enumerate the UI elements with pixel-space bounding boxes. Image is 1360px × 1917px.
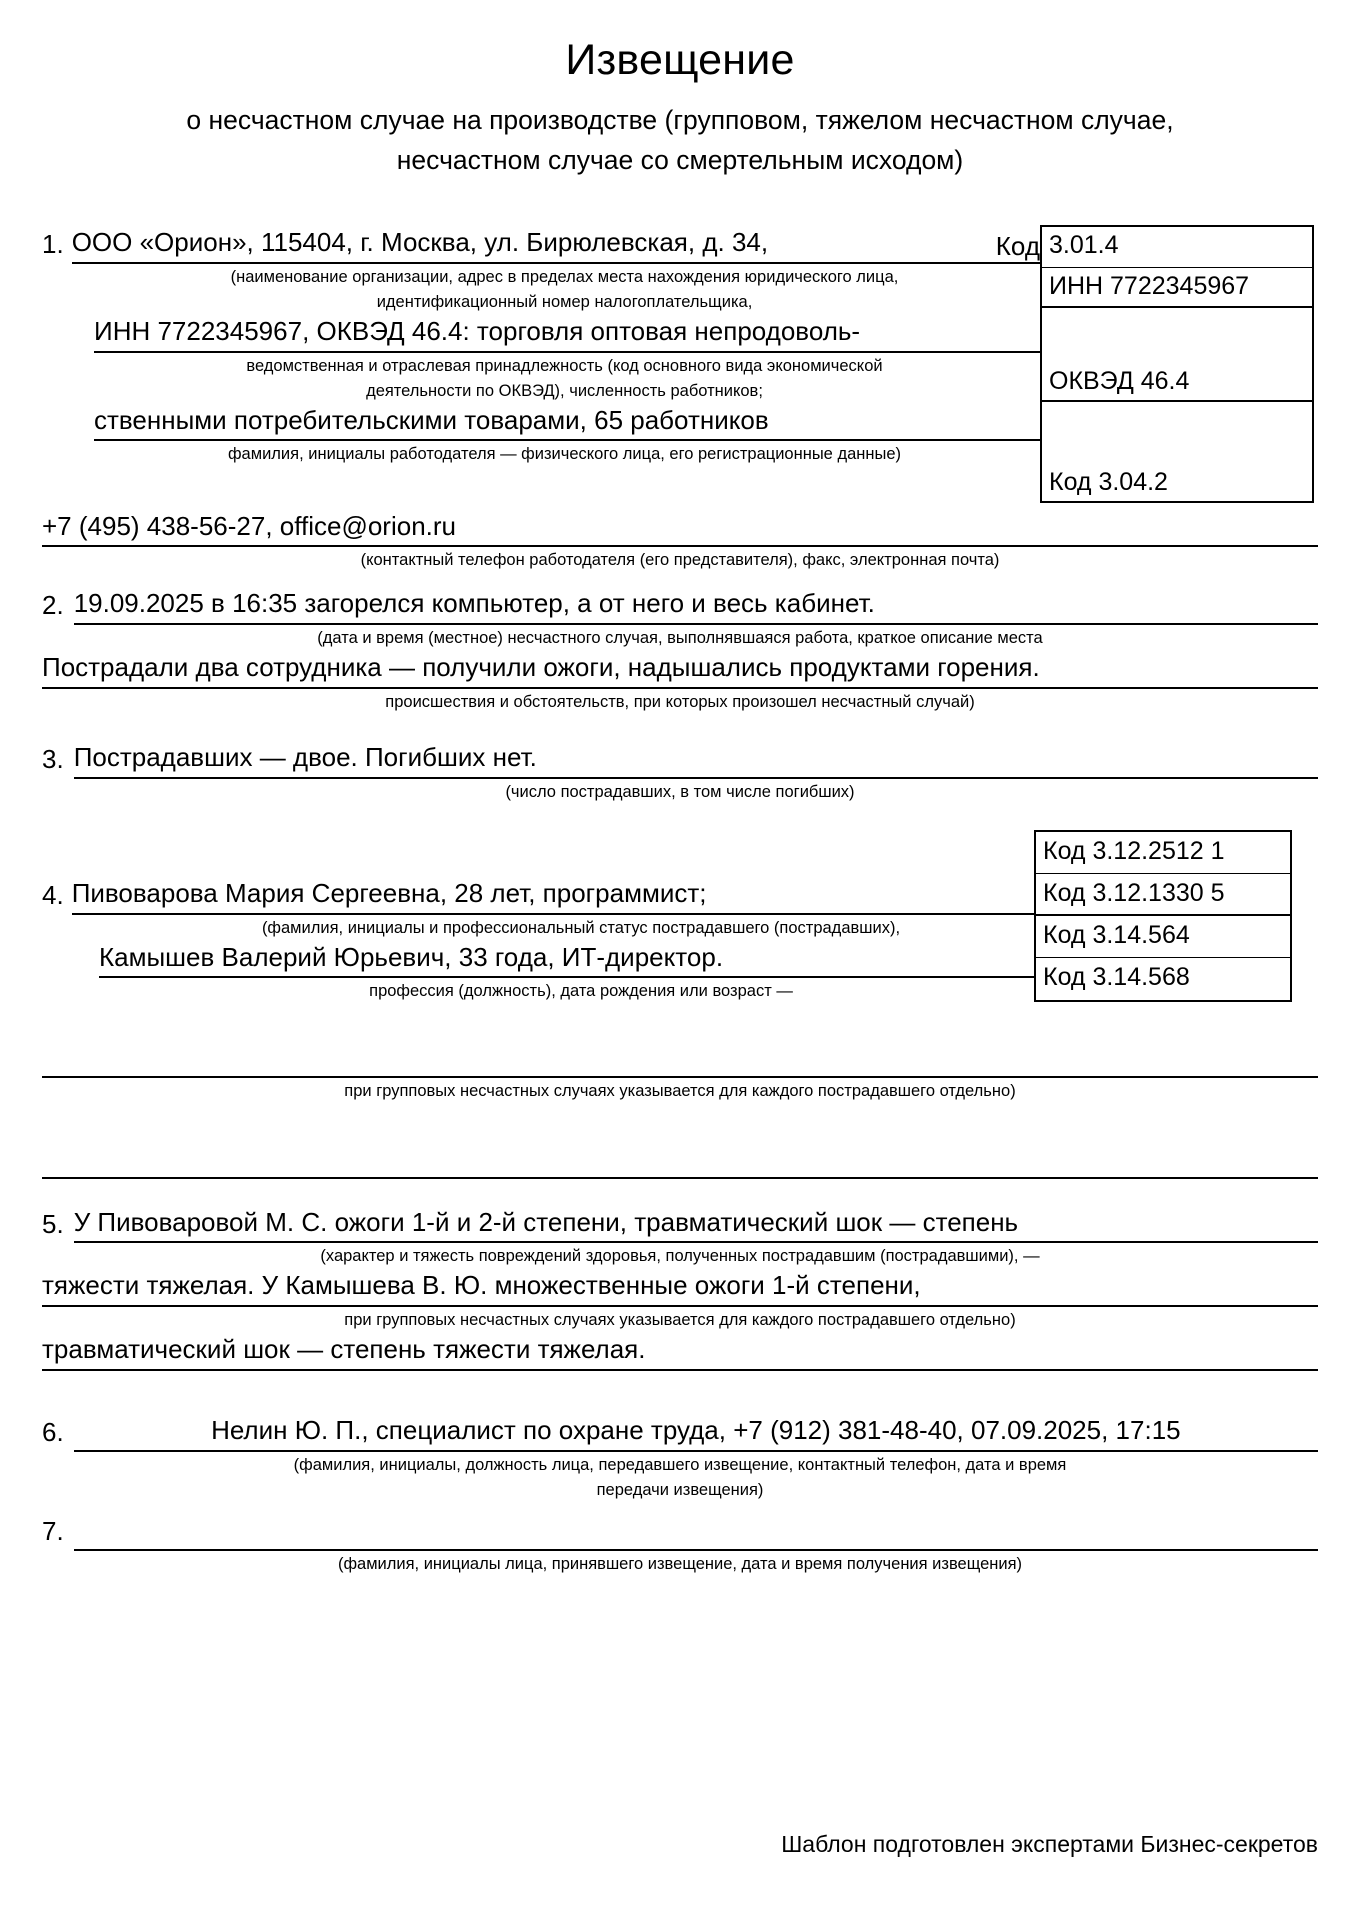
- section-2-incident: [42, 586, 1318, 714]
- victim-2-field[interactable]: Камышев Валерий Юрьевич, 33 года, ИТ-директор.: [99, 940, 1064, 979]
- victim-1-field[interactable]: Пивоварова Мария Сергеевна, 28 лет, программист;: [72, 876, 1064, 915]
- section-5-row-1: [42, 1205, 1318, 1244]
- section-1-caption-2b: деятельности по ОКВЭД), численность работников;: [366, 381, 763, 400]
- organization-inn-okved-field[interactable]: ИНН 7722345967, ОКВЭД 46.4: торговля оптовая непродоволь-: [94, 314, 1045, 353]
- section-4-number: 4.: [42, 879, 64, 910]
- page-subtitle-line-2: несчастном случае со смертельным исходом): [396, 145, 964, 176]
- code-cell-code1[interactable]: 3.01.4: [1042, 227, 1312, 268]
- incident-datetime-field[interactable]: 19.09.2025 в 16:35 загорелся компьютер, а от него и весь кабинет.: [74, 586, 1318, 625]
- organization-activity-field[interactable]: ственными потребительскими товарами, 65 работников: [94, 403, 1045, 442]
- section-3-caption: (число пострадавших, в том числе погибших): [505, 782, 855, 801]
- section-2-caption-1: (дата и время (местное) несчастного случая, выполнявшаяся работа, краткое описание места: [317, 629, 1043, 648]
- contacts-block: [42, 509, 1318, 573]
- incident-description-field[interactable]: Пострадали два сотрудника — получили ожоги, надышались продуктами горения.: [42, 650, 1318, 689]
- code-label: Код: [995, 230, 1040, 261]
- section-3-victim-count: [42, 740, 1318, 804]
- receiver-details-field[interactable]: [74, 1518, 1318, 1551]
- sender-details-field[interactable]: Нелин Ю. П., специалист по охране труда, +7 (912) 381-48-40, 07.09.2025, 17:15: [74, 1413, 1318, 1452]
- section-7-number: 7.: [42, 1515, 64, 1546]
- contacts-caption: (контактный телефон работодателя (его представителя), факс, электронная почта): [360, 551, 1000, 570]
- code-cell-victim1-code2[interactable]: Код 3.12.1330 5: [1036, 874, 1290, 916]
- section-1-organization: [42, 225, 1318, 496]
- section-6-sender: [42, 1413, 1318, 1502]
- spacer-before-section-5: [42, 1179, 1318, 1205]
- page-title: Извещение: [565, 36, 795, 84]
- organization-name-field[interactable]: ООО «Орион», 115404, г. Москва, ул. Бирюлевская, д. 34,: [72, 225, 1045, 264]
- code-cell-okved[interactable]: ОКВЭД 46.4: [1042, 308, 1312, 402]
- section-4-caption-2: профессия (должность), дата рождения или возраст —: [369, 982, 793, 1001]
- code-cell-victim2-code2[interactable]: Код 3.14.568: [1043, 962, 1190, 991]
- section-1-code-table: [1040, 225, 1314, 503]
- section-5-number: 5.: [42, 1208, 64, 1239]
- code-cell-code2[interactable]: Код 3.04.2: [1049, 467, 1168, 496]
- section-5-caption-1: (характер и тяжесть повреждений здоровья, полученных пострадавшим (пострадавшими), —: [320, 1247, 1040, 1266]
- section-4-caption-3: при групповых несчастных случаях указывается для каждого пострадавшего отдельно): [344, 1082, 1016, 1101]
- section-1-caption-1b: идентификационный номер налогоплательщика,: [376, 292, 753, 311]
- section-1-number: 1.: [42, 228, 64, 259]
- section-6-number: 6.: [42, 1416, 64, 1447]
- injury-description-field-1[interactable]: У Пивоваровой М. С. ожоги 1-й и 2-й степени, травматический шок — степень: [74, 1205, 1318, 1244]
- spacer-before-section-3: [42, 714, 1318, 740]
- section-7-receiver: [42, 1516, 1318, 1576]
- injury-description-field-3[interactable]: травматический шок — степень тяжести тяжелая.: [42, 1332, 1318, 1371]
- section-6-row-1: [42, 1413, 1318, 1452]
- code-cell-victim1-code1[interactable]: Код 3.12.2512 1: [1036, 832, 1290, 874]
- section-1-caption-1a: (наименование организации, адрес в пределах места нахождения юридического лица,: [230, 267, 899, 286]
- section-4-top-spacer: [42, 830, 1064, 876]
- section-2-caption-2: происшествия и обстоятельств, при которых произошел несчастный случай): [385, 692, 975, 711]
- spacer-between-extra-fields: [42, 1104, 1318, 1146]
- section-3-row-1: [42, 740, 1318, 779]
- section-4-caption-1: (фамилия, инициалы и профессиональный статус пострадавшего (пострадавших),: [261, 918, 901, 937]
- section-6-caption-2: передачи извещения): [596, 1480, 764, 1499]
- section-1-caption-2a: ведомственная и отраслевая принадлежность (код основного вида экономической: [246, 356, 883, 375]
- section-2-row-1: [42, 586, 1318, 625]
- spacer-before-section-2: [42, 572, 1318, 586]
- section-7-row-1: [42, 1516, 1318, 1551]
- section-7-caption: (фамилия, инициалы лица, принявшего извещение, дата и время получения извещения): [337, 1554, 1023, 1573]
- victim-extra-field-2[interactable]: [42, 1146, 1318, 1179]
- section-5-injuries: [42, 1205, 1318, 1371]
- section-6-caption-1: (фамилия, инициалы, должность лица, передавшего извещение, контактный телефон, дата и время: [293, 1455, 1067, 1474]
- page-subtitle: [42, 101, 1318, 181]
- code-cell-inn[interactable]: ИНН 7722345967: [1042, 268, 1312, 308]
- section-5-caption-2: при групповых несчастных случаях указывается для каждого пострадавшего отдельно): [344, 1311, 1016, 1330]
- section-4-code-table: [1034, 830, 1292, 1002]
- injury-description-field-2[interactable]: тяжести тяжелая. У Камышева В. Ю. множественные ожоги 1-й степени,: [42, 1268, 1318, 1307]
- spacer-before-section-6: [42, 1371, 1318, 1413]
- employer-contacts-field[interactable]: +7 (495) 438-56-27, office@orion.ru: [42, 509, 1318, 548]
- section-4-row-1: [42, 876, 1064, 915]
- section-4-victims: [42, 830, 1318, 1004]
- footer-credit: Шаблон подготовлен экспертами Бизнес-секретов: [781, 1831, 1318, 1858]
- code-cell-victim2-code1[interactable]: Код 3.14.564: [1036, 916, 1290, 958]
- spacer-before-section-7: [42, 1502, 1318, 1516]
- victim-count-field[interactable]: Пострадавших — двое. Погибших нет.: [74, 740, 1318, 779]
- page-subtitle-line-1: о несчастном случае на производстве (групповом, тяжелом несчастном случае,: [186, 105, 1174, 136]
- section-3-number: 3.: [42, 744, 64, 774]
- section-4-left-column: [42, 830, 1064, 1004]
- section-1-left-column: [42, 225, 1045, 467]
- section-1-row-1: [42, 225, 1045, 264]
- section-2-number: 2.: [42, 590, 64, 621]
- section-1-caption-3: фамилия, инициалы работодателя — физического лица, его регистрационные данные): [227, 445, 902, 464]
- victim-extra-field-1[interactable]: [42, 1045, 1318, 1078]
- spacer-after-section-4-table: [42, 1003, 1318, 1045]
